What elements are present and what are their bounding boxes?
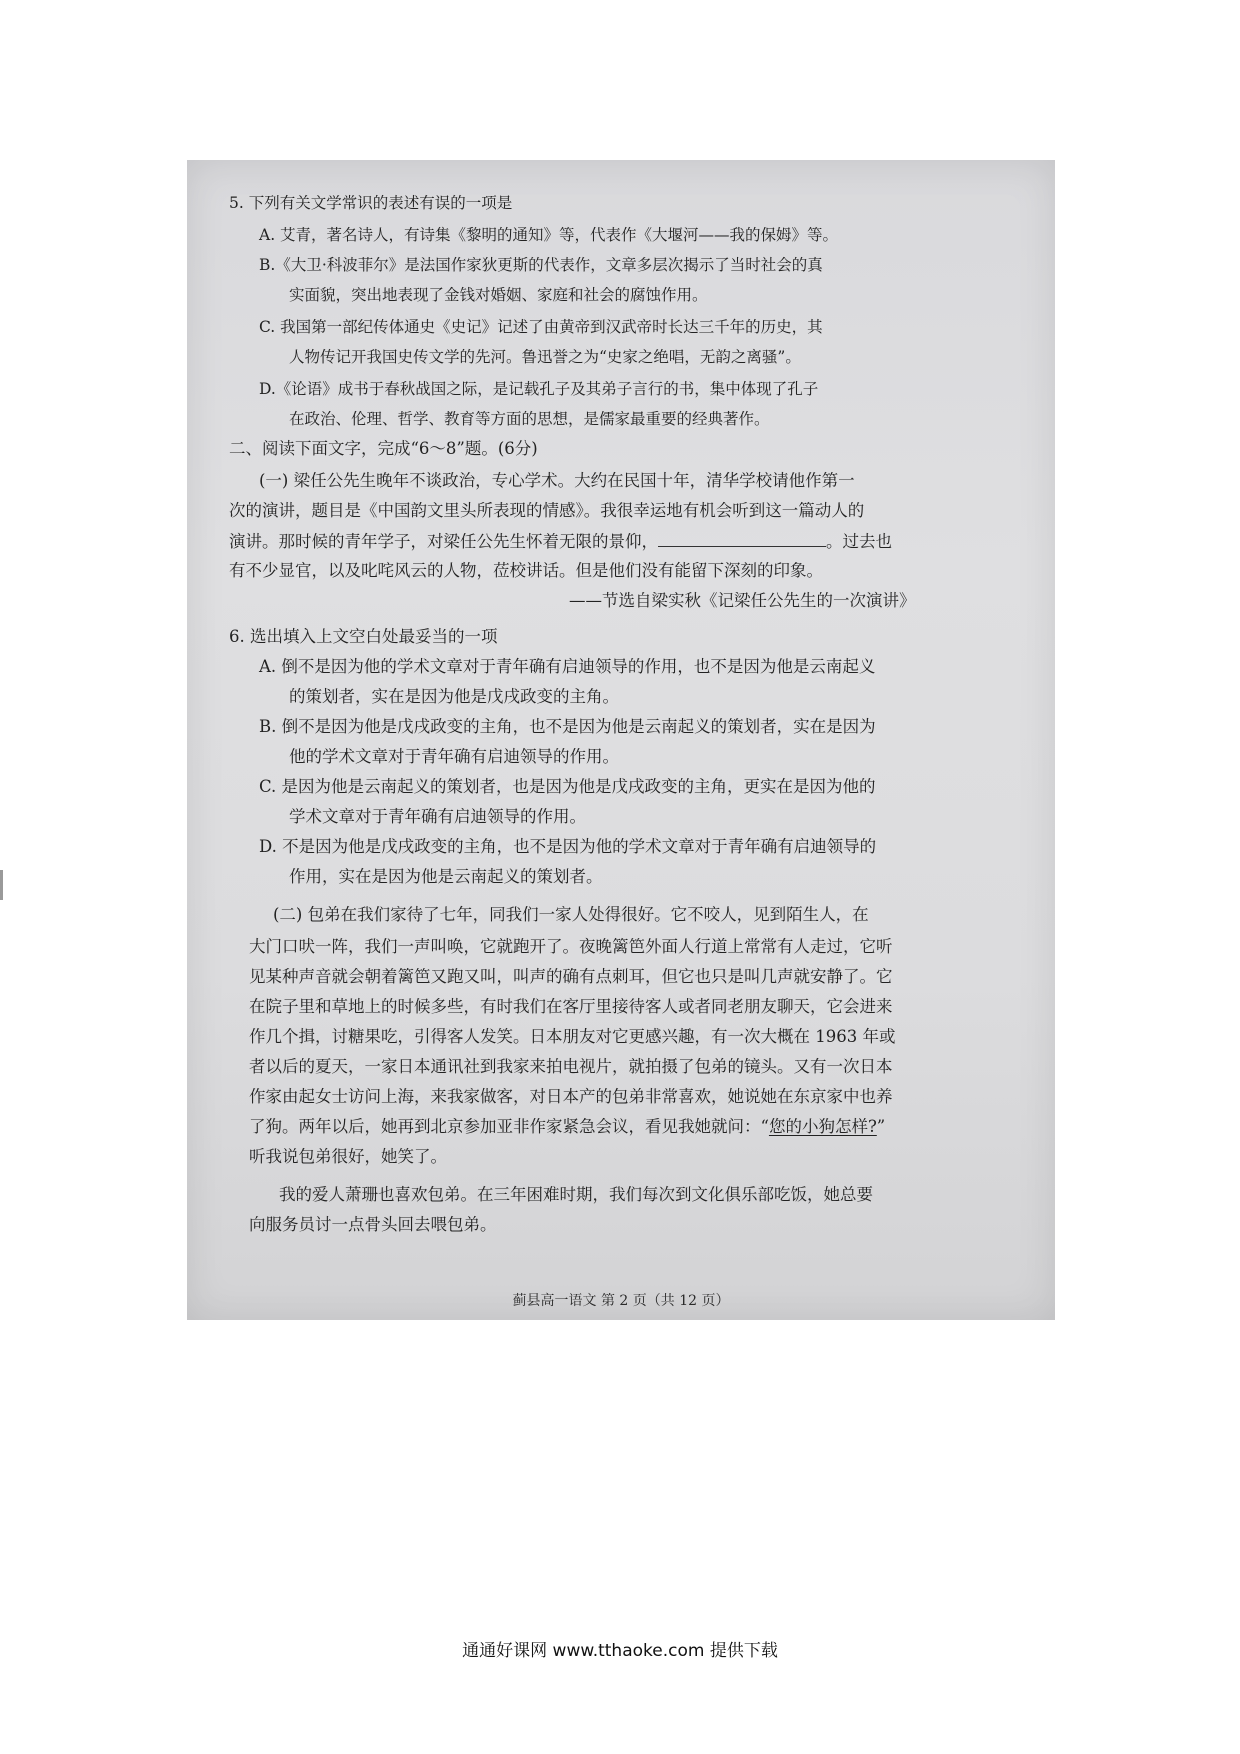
q6-option-a-line2: 的策划者，实在是因为他是戊戌政变的主角。 [289,687,619,706]
q5-option-c-line1: C. 我国第一部纪传体通史《史记》记述了由黄帝到汉武帝时长达三千年的历史，其 [259,318,823,336]
passage2-line8-close: ” [876,1117,886,1136]
q6-option-c-line1: C. 是因为他是云南起义的策划者，也是因为他是戊戌政变的主角，更实在是因为他的 [259,777,876,796]
passage2-line8 [249,1116,885,1138]
scan-edge-mark [0,870,3,900]
passage2-line8-text: 了狗。两年以后，她再到北京参加亚非作家紧急会议，看见我她就问：“ [249,1117,769,1136]
q5-option-c-line2: 人物传记开我国史传文学的先河。鲁迅誉之为“史家之绝唱，无韵之离骚”。 [289,348,801,366]
q6-stem: 6. 选出填入上文空白处最妥当的一项 [229,627,498,646]
q5-option-d-line1: D.《论语》成书于春秋战国之际，是记载孔子及其弟子言行的书，集中体现了孔子 [259,380,819,398]
passage2-line7: 作家由起女士访问上海，来我家做客，对日本产的包弟非常喜欢，她说她在东京家中也养 [249,1087,893,1106]
q5-stem: 5. 下列有关文学常识的表述有误的一项是 [229,194,513,212]
passage2-line1: (二) 包弟在我们家待了七年，同我们一家人处得很好。它不咬人，见到陌生人，在 [273,905,869,924]
q6-option-b-line1: B. 倒不是因为他是戊戌政变的主角，也不是因为他是云南起义的策划者，实在是因为 [259,717,876,736]
q5-option-b-line2: 实面貌，突出地表现了金钱对婚姻、家庭和社会的腐蚀作用。 [289,286,708,304]
passage2-line4: 在院子里和草地上的时候多些，有时我们在客厅里接待客人或者同老朋友聊天，它会进来 [249,997,893,1016]
passage1-source: ——节选自梁实秋《记梁任公先生的一次演讲》 [569,591,916,610]
passage2-line3: 见某种声音就会朝着篱笆又跑又叫，叫声的确有点刺耳，但它也只是叫几声就安静了。它 [249,967,893,986]
passage2-line9: 听我说包弟很好，她笑了。 [249,1147,447,1166]
q5-option-d-line2: 在政治、伦理、哲学、教育等方面的思想，是儒家最重要的经典著作。 [289,410,770,428]
fill-in-blank [658,530,826,547]
q6-option-d-line1: D. 不是因为他是戊戌政变的主角，也不是因为他的学术文章对于青年确有启迪领导的 [259,837,877,856]
passage1-line4: 有不少显官，以及叱咤风云的人物，莅校讲话。但是他们没有能留下深刻的印象。 [229,561,823,580]
download-watermark: 通通好课网 www.tthaoke.com 提供下载 [462,1641,778,1661]
q5-option-a: A. 艾青，著名诗人，有诗集《黎明的通知》等，代表作《大堰河——我的保姆》等。 [259,226,839,244]
passage2-line6: 者以后的夏天，一家日本通讯社到我家来拍电视片，就拍摄了包弟的镜头。又有一次日本 [249,1057,893,1076]
q5-option-b-line1: B.《大卫·科波菲尔》是法国作家狄更斯的代表作，文章多层次揭示了当时社会的真 [259,256,823,274]
section2-heading: 二、阅读下面文字，完成“6～8”题。(6分) [229,439,538,458]
page-footer: 蓟县高一语文 第 2 页（共 12 页） [512,1293,730,1309]
passage2-line2: 大门口吠一阵，我们一声叫唤，它就跑开了。夜晚篱笆外面人行道上常常有人走过，它听 [249,937,893,956]
q6-option-a-line1: A. 倒不是因为他的学术文章对于青年确有启迪领导的作用，也不是因为他是云南起义 [259,657,876,676]
q6-option-d-line2: 作用，实在是因为他是云南起义的策划者。 [289,867,603,886]
passage2-line11: 向服务员讨一点骨头回去喂包弟。 [249,1215,497,1234]
underlined-quote: 您的小狗怎样? [768,1117,877,1136]
q6-option-b-line2: 他的学术文章对于青年确有启迪领导的作用。 [289,747,619,766]
q6-option-c-line2: 学术文章对于青年确有启迪领导的作用。 [289,807,586,826]
passage1-line1: (一) 梁任公先生晚年不谈政治，专心学术。大约在民国十年，清华学校请他作第一 [259,471,855,490]
scanned-exam-page [187,160,1055,1320]
passage2-line10: 我的爱人萧珊也喜欢包弟。在三年困难时期，我们每次到文化俱乐部吃饭，她总要 [279,1185,873,1204]
passage2-line5: 作几个揖，讨糖果吃，引得客人发笑。日本朋友对它更感兴趣，有一次大概在 1963 年或 [249,1027,896,1046]
passage1-line2: 次的演讲，题目是《中国韵文里头所表现的情感》。我很幸运地有机会听到这一篇动人的 [229,501,865,520]
passage1-line3 [229,530,892,553]
passage1-line3-text: 演讲。那时候的青年学子，对梁任公先生怀着无限的景仰， [229,532,658,551]
passage1-line3-tail: 。过去也 [826,532,892,551]
